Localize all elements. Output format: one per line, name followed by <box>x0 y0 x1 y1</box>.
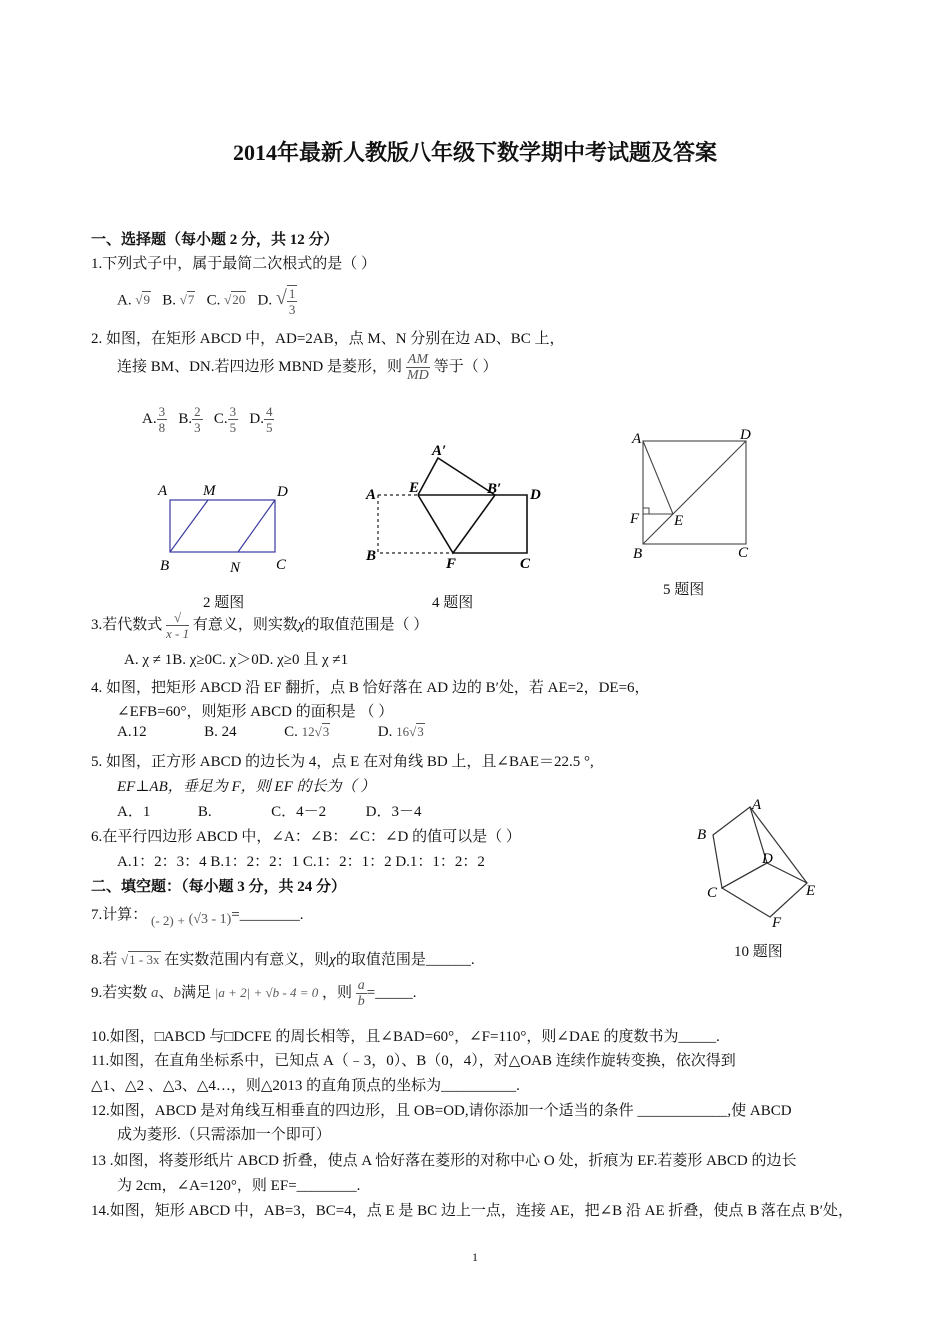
q7-plus: + <box>177 913 185 928</box>
q1-option-c-radical: √20 <box>224 292 246 308</box>
fig10-caption: 10 题图 <box>734 944 783 960</box>
q1-option-d-label: D. <box>257 292 273 309</box>
fig4-label-c: C <box>520 556 531 572</box>
fig5-label-f: F <box>630 511 640 527</box>
q10-line: 10.如图，□ABCD 与□DCFE 的周长相等，且∠BAD=60°，∠F=110°，则∠DAE 的度数书为_____. <box>91 1029 720 1045</box>
fig5-diagonal-bd <box>643 441 746 544</box>
fig2-label-n: N <box>230 560 241 576</box>
fig4-fold-lines <box>418 495 495 553</box>
q4-option-d-label: D. <box>377 724 393 740</box>
q9-pre: 9.若实数 <box>91 984 148 1001</box>
fig5-label-a: A <box>632 431 642 447</box>
q2-line2 <box>117 352 498 383</box>
q2-option-c-fraction: $\frac{3}{5}$ <box>229 404 237 435</box>
q7-post: =________. <box>231 907 304 923</box>
fig5-right-angle-mark <box>643 508 649 514</box>
q7-line <box>91 903 304 928</box>
page-title: 2014年最新人教版八年级下数学期中考试题及答案 <box>232 140 717 165</box>
q2-option-c-label: C. <box>213 410 228 427</box>
q4-options <box>117 724 425 741</box>
figure-4 <box>360 440 550 575</box>
fig4-caption: 4 题图 <box>432 595 474 611</box>
q11-line2: △1、△2 、△3、△4…，则△2013 的直角顶点的坐标为__________. <box>91 1078 520 1094</box>
q4-option-b: B. 24 <box>204 724 237 740</box>
fig4-original-edges <box>378 495 453 553</box>
q13-line2: 为 2cm，∠A=120°，则 EF=________. <box>117 1178 361 1194</box>
q4-option-a: A.12 <box>117 724 147 740</box>
q1-option-d-radical: √ <box>275 287 287 310</box>
fig4-label-e: E <box>409 480 420 496</box>
fig4-label-a-prime: A′ <box>432 443 447 459</box>
figure-10 <box>690 795 830 935</box>
fig10-label-a: A <box>752 797 762 813</box>
q8-radical: √1 - 3x <box>121 952 160 967</box>
q4-option-c-value: 12√3 <box>301 724 330 739</box>
q7-expr1: (- 2) <box>151 913 174 928</box>
fig2-label-b: B <box>160 558 170 574</box>
q1-stem: 1.下列式子中，属于最简二次根式的是（ ） <box>91 256 377 272</box>
q11-line1: 11.如图，在直角坐标系中，已知点 A（﹣3，0）、B（0，4），对△OAB 连续作旋转变换，依次得到 <box>91 1053 736 1069</box>
figure-2 <box>150 478 300 578</box>
fig10-segment-ae <box>750 807 807 883</box>
q5-option-c: C．4－2 <box>271 804 327 820</box>
fig10-parallelogram-dcfe <box>722 863 807 917</box>
figure-5 <box>625 426 760 566</box>
q12-line2: 成为菱形.（只需添加一个即可） <box>117 1127 331 1143</box>
q3-stem-pre: 3.若代数式 <box>91 616 163 633</box>
q6-options: A.1：2：3：4 B.1：2：2：1 C.1：2：1：2 D.1：1：2：2 <box>117 854 485 870</box>
fig10-label-d: D <box>762 851 773 867</box>
q8-pre: 8.若 <box>91 952 118 968</box>
fig5-label-c: C <box>738 545 749 561</box>
fig10-label-e: E <box>806 883 816 899</box>
q8-line <box>91 948 475 969</box>
fig2-label-c: C <box>276 557 287 573</box>
q5-option-b: B. <box>197 804 212 820</box>
q4-line1: 4. 如图，把矩形 ABCD 沿 EF 翻折，点 B 恰好落在 AD 边的 B′处，若 AE=2，DE=6， <box>91 680 650 696</box>
fig2-segment-nd <box>238 500 275 552</box>
q1-option-b-radical: √7 <box>179 292 195 308</box>
q2-option-a-fraction: $\frac{3}{8}$ <box>158 404 166 435</box>
q3-stem-end: 的取值范围是（ ） <box>304 616 429 633</box>
fig2-label-m: M <box>203 483 216 499</box>
fig2-label-d: D <box>277 484 288 500</box>
q2-fraction-am-md: $\frac{AM}{MD}$ <box>407 352 429 383</box>
q1-option-a-label: A. <box>117 292 132 309</box>
fig5-segment-ae <box>643 441 673 514</box>
fig4-folded-edges <box>418 458 495 495</box>
q9-var-b: b <box>173 984 182 1001</box>
q5-line2: EF⊥AB，垂足为 F，则 EF 的长为（ ） <box>117 779 376 795</box>
q1-option-c-label: C. <box>206 292 221 309</box>
q3-fraction: $\frac{√}{x - 1}$ <box>166 610 190 641</box>
q2-option-b-label: B. <box>178 410 193 427</box>
q7-expr2: (√3 - 1) <box>188 912 232 927</box>
q5-option-a: A．1 <box>117 804 151 820</box>
q1-option-a-radical: √9 <box>135 292 150 308</box>
q1-options <box>117 285 297 317</box>
q2-option-a-label: A. <box>142 410 157 427</box>
fig4-label-b-prime: B′ <box>487 481 502 497</box>
q4-option-d-value: 16√3 <box>396 724 424 739</box>
fig5-label-e: E <box>674 513 684 529</box>
fig2-label-a: A <box>158 483 168 499</box>
fig10-label-c: C <box>707 885 718 901</box>
q9-line <box>91 978 416 1009</box>
q8-post: 的取值范围是______. <box>335 952 475 968</box>
q9-expression: |a + 2| + √b - 4 = 0 <box>214 984 319 1000</box>
q5-options <box>117 800 421 821</box>
q12-line1: 12.如图，ABCD 是对角线互相垂直的四边形，且 OB=OD,请你添加一个适当的条件 ____________,使 ABCD <box>91 1103 792 1119</box>
q2-options <box>142 404 274 435</box>
q3-options: A. χ ≠ 1B. χ≥0C. χ＞0D. χ≥0 且 χ ≠1 <box>124 652 349 668</box>
q2-line2-pre: 连接 BM、DN.若四边形 MBND 是菱形，则 <box>117 358 403 375</box>
q9-post: =_____. <box>366 984 417 1001</box>
fig5-label-d: D <box>740 427 751 443</box>
q3-stem <box>91 610 428 641</box>
q3-variable: χ <box>297 616 305 633</box>
q3-stem-post: 有意义，则实数 <box>192 616 298 633</box>
q8-mid: 在实数范围内有意义，则 <box>164 952 330 968</box>
q7-pre: 7.计算： <box>91 907 148 923</box>
q6-stem: 6.在平行四边形 ABCD 中，∠A：∠B：∠C：∠D 的值可以是（ ） <box>91 829 521 845</box>
q2-option-d-label: D. <box>249 410 264 427</box>
page-number: 1 <box>472 1250 478 1264</box>
q4-option-c-label: C. <box>284 724 298 740</box>
section-choice-heading: 一、选择题（每小题 2 分，共 12 分） <box>91 232 339 248</box>
q9-sep: 、 <box>158 984 174 1001</box>
section-fill-heading: 二、填空题：（每小题 3 分，共 24 分） <box>91 879 347 895</box>
q9-mid2: ，则 <box>321 984 352 1001</box>
q2-option-b-fraction: $\frac{2}{3}$ <box>194 404 201 435</box>
q9-fraction: $\frac{a}{b}$ <box>357 978 365 1009</box>
q14-line: 14.如图，矩形 ABCD 中，AB=3，BC=4，点 E 是 BC 边上一点，连接 AE，把∠B 沿 AE 折叠，使点 B 落在点 B′处， <box>91 1203 853 1219</box>
q5-option-d: D．3－4 <box>365 804 422 820</box>
fig4-label-b: B <box>366 548 377 564</box>
fig5-caption: 5 题图 <box>663 582 705 598</box>
fig2-segment-bm <box>170 500 208 552</box>
q2-line2-post: 等于（ ） <box>433 358 498 375</box>
q1-option-b-label: B. <box>162 292 176 309</box>
q1-option-d-fraction: $\frac{1}{3}$ <box>288 286 296 317</box>
fig5-label-b: B <box>633 546 643 562</box>
q13-line1: 13 .如图，将菱形纸片 ABCD 折叠，使点 A 恰好落在菱形的对称中心 O 处，折痕为 EF.若菱形 ABCD 的边长 <box>91 1153 797 1169</box>
fig10-label-b: B <box>697 827 707 843</box>
q9-mid: 满足 <box>181 984 212 1001</box>
fig2-rectangle <box>170 500 275 552</box>
q2-option-d-fraction: $\frac{4}{5}$ <box>265 404 273 435</box>
fig4-label-d: D <box>530 487 541 503</box>
q9-var-a: a <box>151 984 159 1001</box>
q5-line1: 5. 如图，正方形 ABCD 的边长为 4，点 E 在对角线 BD 上，且∠BAE＝22.5 °, <box>91 754 594 770</box>
q2-line1: 2. 如图，在矩形 ABCD 中，AD=2AB，点 M、N 分别在边 AD、BC 上， <box>91 331 565 347</box>
fig10-label-f: F <box>772 915 782 931</box>
fig4-label-f: F <box>446 556 457 572</box>
q4-line2: ∠EFB=60°，则矩形 ABCD 的面积是 （ ） <box>117 704 394 720</box>
fig2-caption: 2 题图 <box>203 595 245 611</box>
fig4-rectangle-remaining <box>418 495 527 553</box>
fig4-label-a: A <box>366 487 377 503</box>
q8-variable: χ <box>329 952 336 968</box>
